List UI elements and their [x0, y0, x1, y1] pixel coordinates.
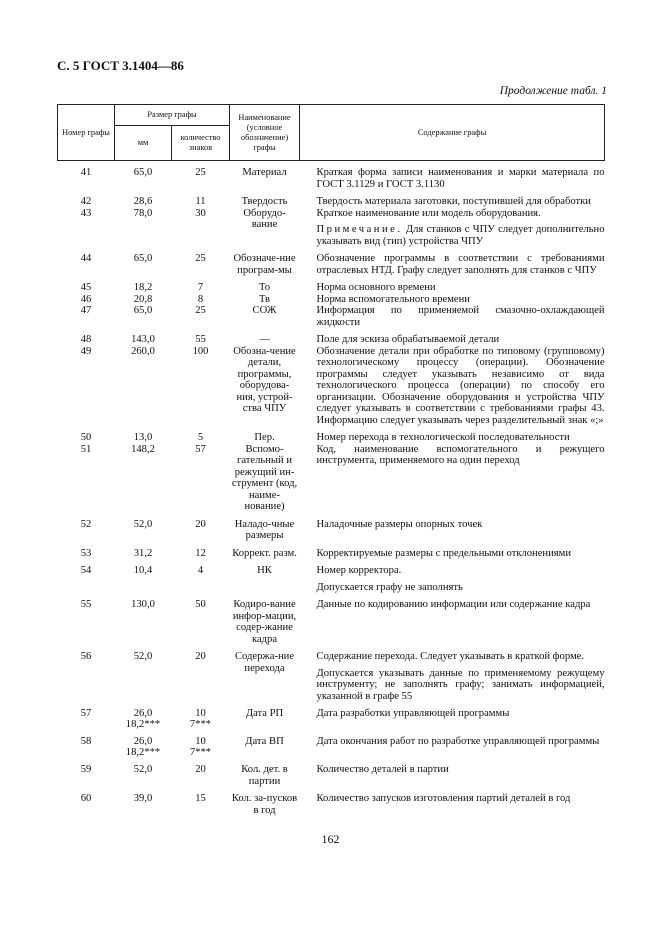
- row-name: Коррект. разм.: [232, 547, 297, 559]
- row-size-count: 8: [197, 293, 204, 305]
- row-size-count-alt-value: 7***: [189, 719, 212, 730]
- table-row: [58, 787, 605, 816]
- row-content-paragraph: Номер корректора.: [316, 565, 402, 576]
- row-size-mm: 65,0: [133, 253, 153, 264]
- row-number: 44: [80, 253, 92, 264]
- row-size-mm-value: 26,0: [133, 736, 153, 747]
- row-size-count: 20: [195, 518, 206, 530]
- row-name: Тв: [259, 293, 270, 305]
- row-content: [300, 208, 605, 248]
- row-number: 50: [80, 432, 92, 443]
- row-content: [300, 758, 605, 787]
- table-row: [58, 208, 605, 248]
- table-row: [58, 542, 605, 560]
- table-row: [58, 161, 605, 191]
- row-number: 46: [80, 293, 92, 305]
- row-content: [300, 276, 605, 294]
- row-size-mm: 65,0: [133, 305, 153, 316]
- row-size-mm-alt-value: 18,2***: [125, 747, 161, 758]
- row-size-mm: 52,0: [133, 518, 153, 530]
- row-size-mm: 20,8: [133, 293, 153, 305]
- row-size-count: 55: [195, 334, 206, 345]
- table-row: [58, 645, 605, 702]
- table-row: [58, 247, 605, 276]
- row-number: 52: [80, 518, 92, 530]
- row-name: Кодиро-вание инфор-мации, содер-жание кадра: [232, 599, 297, 645]
- row-content: [300, 294, 605, 306]
- row-size-mm: 13,0: [133, 432, 153, 443]
- row-content: [300, 645, 605, 702]
- row-content: [300, 426, 605, 444]
- row-content-paragraph: Краткое наименование или модель оборудования.: [316, 207, 541, 219]
- row-name: То: [259, 282, 270, 293]
- row-name: Оборудо-вание: [243, 207, 286, 230]
- row-content-paragraph: Количество деталей в партии: [316, 764, 449, 775]
- row-size-mm: [115, 702, 172, 730]
- row-content: [300, 787, 605, 816]
- row-content-paragraph: Обозначение детали при обработке по типовому (групповому) технологическому процессу (операции). Обозначение программы следует указывать независимо от вида технологического процесса (операции) по способу его организации. Обозначение оборудования и устройства ЧПУ следует указывать в соответствии с требованиями графы 43. Информацию следует указывать через разделительный знак «;»: [316, 345, 605, 426]
- row-number: 43: [80, 207, 92, 219]
- col-header-mm: мм: [115, 126, 172, 161]
- row-content-paragraph: Примечание. Для станков с ЧПУ следует дополнительно указывать вид (тип) устройства ЧПУ: [316, 224, 605, 247]
- row-size-count: 100: [192, 345, 209, 357]
- row-size-count: 25: [195, 167, 206, 178]
- row-content-paragraph: Данные по кодированию информации или содержание кадра: [316, 599, 591, 610]
- row-number: 48: [80, 334, 92, 345]
- row-name: Твердость: [241, 196, 288, 207]
- row-size-count: [172, 702, 230, 730]
- row-content-paragraph: Норма вспомогательного времени: [316, 293, 470, 305]
- row-name: Кол. за-пусков в год: [231, 793, 298, 816]
- col-header-size: Размер графы: [115, 105, 230, 126]
- row-name: Содержа-ние перехода: [234, 651, 295, 674]
- row-number: 49: [80, 345, 92, 357]
- row-content-paragraph: Норма основного времени: [316, 282, 436, 293]
- row-content: [300, 346, 605, 427]
- row-content-paragraph: Дата окончания работ по разработке управляющей программы: [316, 736, 600, 747]
- table-row: [58, 305, 605, 328]
- row-size-mm-value: 26,0: [133, 708, 153, 719]
- col-header-count: количество знаков: [172, 126, 230, 161]
- table-row: [58, 190, 605, 208]
- row-size-count: 30: [195, 207, 206, 219]
- row-size-count: 5: [197, 432, 204, 443]
- table-row: [58, 328, 605, 346]
- row-number: 57: [80, 708, 92, 719]
- row-content-paragraph: Обозначение программы в соответствии с требованиями отраслевых НТД. Графу следует заполнять для станков с ЧПУ: [316, 253, 605, 276]
- col-header-content: Содержание графы: [300, 105, 605, 161]
- col-header-number: Номер графы: [58, 105, 115, 161]
- page-header: С. 5 ГОСТ 3.1404—86: [57, 58, 184, 73]
- row-number: 60: [80, 793, 92, 804]
- row-size-count: 25: [195, 253, 206, 264]
- row-content-paragraph: Краткая форма записи наименования и марки материала по ГОСТ 3.1129 и ГОСТ 3.1130: [316, 167, 605, 190]
- columns-table: [57, 104, 605, 816]
- row-size-mm: 18,2: [133, 282, 153, 293]
- row-size-mm: 28,6: [133, 196, 153, 207]
- row-size-mm: 65,0: [133, 167, 153, 178]
- row-content: [300, 542, 605, 560]
- table-row: [58, 758, 605, 787]
- row-size-count: 12: [195, 547, 206, 559]
- row-content: [300, 559, 605, 593]
- row-content: [300, 161, 605, 191]
- row-content-paragraph: Номер перехода в технологической последовательности: [316, 432, 570, 443]
- col-header-name: Наименование (условное обозначение) графы: [230, 105, 300, 161]
- row-number: 59: [80, 764, 92, 775]
- row-size-count: 7: [197, 282, 204, 293]
- row-size-count-value: 10: [195, 736, 206, 747]
- row-size-mm: [115, 730, 172, 758]
- row-name: СОЖ: [252, 305, 277, 316]
- table-row: [58, 444, 605, 513]
- row-size-mm-alt-value: 18,2***: [125, 719, 161, 730]
- row-size-mm: 31,2: [133, 547, 153, 559]
- table-row: [58, 346, 605, 427]
- row-number: 53: [80, 547, 92, 559]
- row-number: 56: [80, 651, 92, 662]
- row-content: [300, 328, 605, 346]
- row-content-paragraph: Поле для эскиза обрабатываемой детали: [316, 334, 500, 345]
- row-name: Вспомо-гательный и режущий ин-струмент (код, наиме-нование): [231, 443, 298, 512]
- row-size-mm: 143,0: [131, 334, 155, 345]
- row-number: 51: [80, 443, 92, 455]
- row-name: Кол. дет. в партии: [241, 764, 288, 787]
- row-size-mm: 260,0: [131, 345, 155, 357]
- row-size-count: [172, 730, 230, 758]
- row-number: 54: [80, 565, 92, 576]
- row-content-paragraph: Дата разработки управляющей программы: [316, 708, 510, 719]
- row-number: 42: [80, 196, 92, 207]
- row-size-count: 50: [195, 599, 206, 610]
- table-row: [58, 593, 605, 645]
- row-content: [300, 702, 605, 730]
- row-size-count: 15: [195, 793, 206, 804]
- row-content: [300, 513, 605, 542]
- row-content-paragraph: Код, наименование вспомогательного и режущего инструмента, применяемого на один переход: [316, 443, 605, 466]
- row-name: Дата ВП: [245, 736, 284, 747]
- row-size-mm: 78,0: [133, 207, 153, 219]
- row-name: Материал: [242, 167, 287, 178]
- row-number: 55: [80, 599, 92, 610]
- row-size-count: 25: [195, 305, 206, 316]
- row-size-mm: 52,0: [133, 764, 153, 775]
- row-name: Дата РП: [245, 708, 284, 719]
- row-size-count: 11: [195, 196, 206, 207]
- table-row: [58, 702, 605, 730]
- row-number: 47: [80, 305, 92, 316]
- row-name: Обозначе-ние програм-мы: [233, 253, 296, 276]
- table-row: [58, 559, 605, 593]
- row-content: [300, 730, 605, 758]
- table-row: [58, 276, 605, 294]
- row-content-paragraph: Количество запусков изготовления партий деталей в год: [316, 793, 571, 804]
- table-row: [58, 513, 605, 542]
- row-size-count: 20: [195, 651, 206, 662]
- row-name: —: [259, 334, 270, 345]
- row-content-paragraph: Допускается указывать данные по применяемому режущему инструменту; не заполнять графу; занимать информацией, указанной в графе 55: [316, 667, 605, 702]
- row-size-mm: 148,2: [131, 443, 155, 455]
- row-size-mm: 52,0: [133, 651, 153, 662]
- row-content: [300, 190, 605, 208]
- row-size-mm: 130,0: [131, 599, 155, 610]
- row-content-paragraph: Содержание перехода. Следует указывать в краткой форме.: [316, 651, 585, 662]
- row-content: [300, 444, 605, 513]
- table-row: [58, 294, 605, 306]
- row-number: 58: [80, 736, 92, 747]
- row-content-paragraph: Корректируемые размеры с предельными отклонениями: [316, 547, 572, 559]
- table-row: [58, 426, 605, 444]
- row-content-paragraph: Информация по применяемой смазочно-охлаждающей жидкости: [316, 305, 605, 328]
- row-content: [300, 593, 605, 645]
- row-size-count: 4: [197, 565, 204, 576]
- table-row: [58, 730, 605, 758]
- row-size-mm: 10,4: [133, 565, 153, 576]
- table-continuation-label: Продолжение табл. 1: [499, 85, 607, 97]
- row-size-count: 57: [195, 443, 206, 455]
- row-size-count-alt-value: 7***: [189, 747, 212, 758]
- row-size-count: 20: [195, 764, 206, 775]
- page-number: 162: [321, 832, 340, 846]
- row-content-paragraph: Наладочные размеры опорных точек: [316, 518, 483, 530]
- row-content-paragraph: Допускается графу не заполнять: [316, 581, 463, 593]
- row-size-mm: 39,0: [133, 793, 153, 804]
- row-name: НК: [257, 565, 272, 576]
- row-name: Обозна-чение детали, программы, оборудова-ния, устрой-ства ЧПУ: [233, 345, 296, 414]
- row-number: 41: [80, 167, 92, 178]
- row-name: Пер.: [254, 432, 275, 443]
- row-name: Наладо-чные размеры: [234, 518, 295, 541]
- row-number: 45: [80, 282, 92, 293]
- row-size-count-value: 10: [195, 708, 206, 719]
- row-content: [300, 305, 605, 328]
- row-content: [300, 247, 605, 276]
- row-content-paragraph: Твердость материала заготовки, поступившей для обработки: [316, 196, 591, 207]
